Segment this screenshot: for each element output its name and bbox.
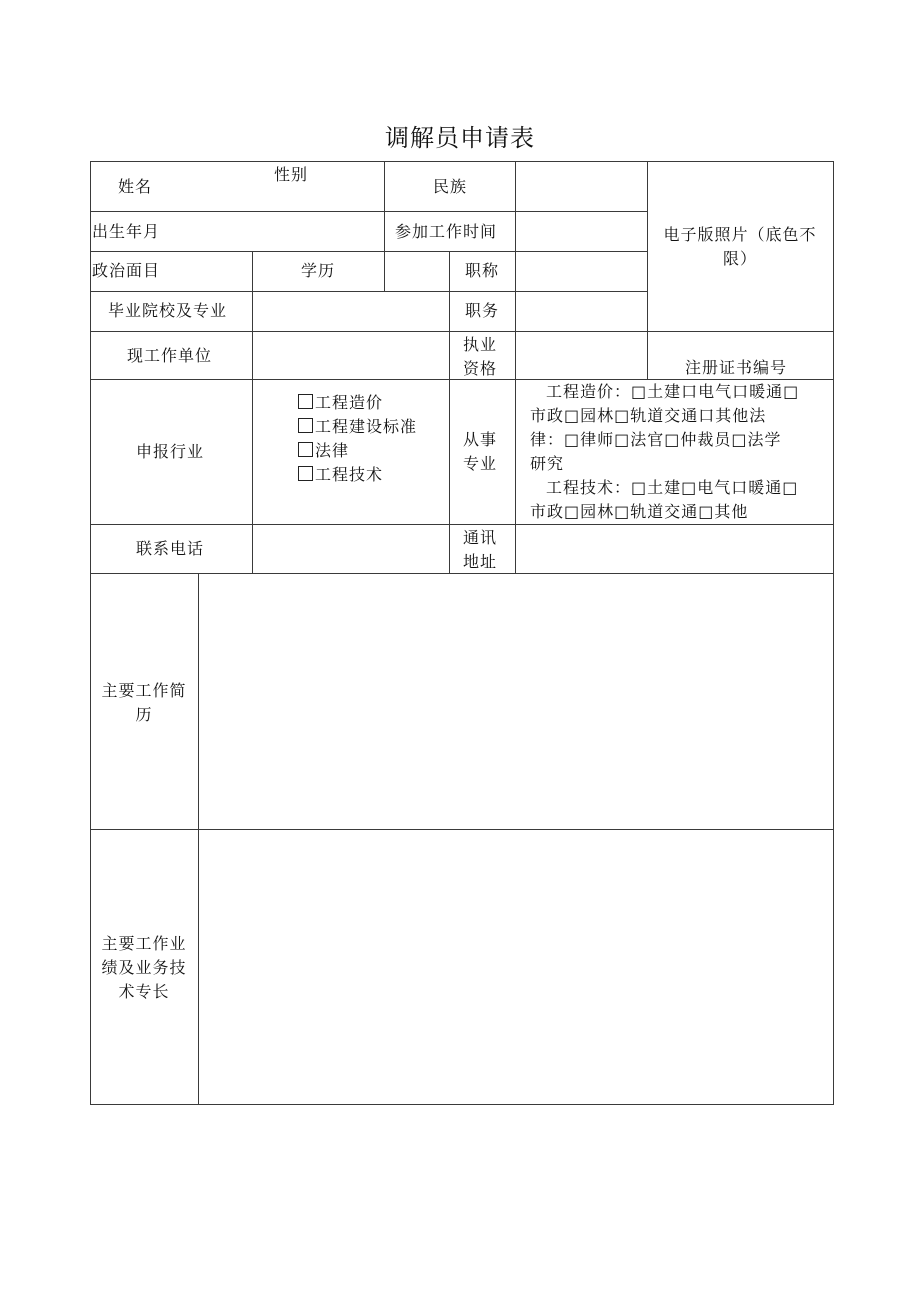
row-divider [90,573,834,574]
label-address: 通讯地址 [463,528,498,571]
label-birth: 出生年月 [92,222,161,241]
label-gender: 性别 [274,165,309,184]
col-divider [384,161,385,252]
industry-option-cost[interactable] [298,391,417,415]
label-cert-no: 注册证书编号 [685,358,788,377]
checkbox-icon[interactable] [298,394,313,409]
label-qualification: 执业资格 [463,335,498,378]
row-divider [90,251,647,252]
industry-options [298,391,417,487]
col-divider [198,573,199,1105]
label-specialty: 从事专业 [463,430,498,473]
birth-field[interactable] [170,213,382,249]
politics-field[interactable] [170,253,250,289]
address-field[interactable] [517,526,831,571]
industry-option-standards[interactable] [298,415,417,439]
row-divider [90,211,647,212]
label-employer: 现工作单位 [127,346,213,365]
table-border-bottom [90,1104,834,1105]
photo-placeholder: 电子版照片（底色不限） [663,225,817,268]
option-label: 法律 [315,441,350,460]
qualification-field[interactable] [517,333,645,377]
photo-upload-area[interactable] [649,163,831,329]
ethnicity-field[interactable] [517,163,645,209]
label-politics: 政治面目 [92,261,161,280]
specialty-line[interactable]: 市政□园林□轨道交通□其他 [530,502,749,521]
experience-field[interactable] [200,575,831,827]
specialty-options[interactable] [530,380,800,524]
work-start-field[interactable] [517,213,645,249]
col-divider [449,251,450,574]
label-title: 职称 [465,261,500,280]
row-divider [90,829,834,830]
employer-field[interactable] [254,333,448,377]
checkbox-icon[interactable] [298,466,313,481]
row-divider [90,524,834,525]
label-position: 职务 [465,301,500,320]
label-industry: 申报行业 [136,442,205,461]
label-experience: 主要工作简历 [101,681,187,724]
phone-field[interactable] [254,526,448,571]
label-school: 毕业院校及专业 [108,301,228,320]
col-divider [515,161,516,574]
table-border-right [833,161,834,1105]
industry-option-tech[interactable] [298,463,417,487]
label-phone: 联系电话 [136,539,205,558]
industry-option-law[interactable] [298,439,417,463]
label-work-start: 参加工作时间 [395,222,498,241]
name-field[interactable] [160,163,270,209]
option-label: 工程造价 [315,393,384,412]
option-label: 工程技术 [315,465,384,484]
label-achievements: 主要工作业绩及业务技术专长 [101,934,187,1001]
table-border-top [90,161,834,162]
col-divider [647,161,648,380]
gender-field[interactable] [310,163,382,209]
specialty-line: 研究 [530,454,565,473]
row-divider [90,291,647,292]
specialty-line[interactable]: 市政□园林□轨道交通口其他法 [530,406,767,425]
checkbox-icon[interactable] [298,418,313,433]
label-ethnicity: 民族 [433,177,468,196]
form-title: 调解员申请表 [385,124,535,152]
label-education: 学历 [301,261,336,280]
label-name: 姓名 [118,177,153,196]
option-label: 工程建设标准 [315,417,418,436]
specialty-line[interactable]: 律：□律师□法官□仲裁员□法学 [530,430,782,449]
specialty-line[interactable]: 工程造价：□土建口电气口暖通□ [546,382,800,401]
education-field[interactable] [386,253,448,289]
row-divider [90,331,834,332]
checkbox-icon[interactable] [298,442,313,457]
title-field[interactable] [517,253,645,289]
col-divider [252,251,253,574]
col-divider [384,251,385,292]
position-field[interactable] [517,293,645,329]
achievements-field[interactable] [200,831,831,1102]
specialty-line[interactable]: 工程技术：□土建□电气口暖通□ [546,478,799,497]
table-border-left [90,161,91,1105]
school-field[interactable] [254,293,448,329]
